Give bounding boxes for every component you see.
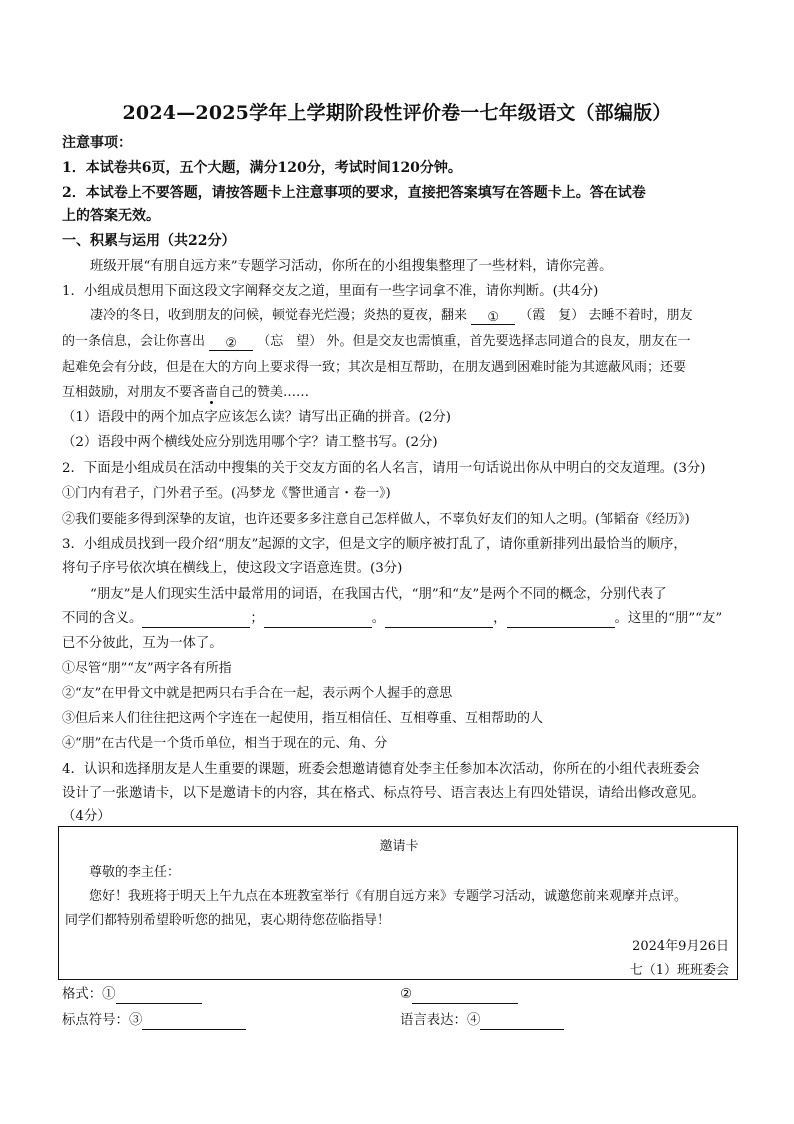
q1-para-line-3: 起难免会有分歧，但是在大的方向上要求得一致；其次是相互帮助，在朋友遇到困难时能为其遮蔽风雨；还要 bbox=[62, 360, 687, 375]
invitation-greeting: 尊敬的李主任： bbox=[89, 865, 181, 880]
q2-stem: 2．下面是小组成员在活动中搜集的关于交友方面的名人名言，请用一句话说出你从中明白的交友道理。(3分) bbox=[62, 461, 706, 476]
answer-row-2b bbox=[400, 1012, 736, 1030]
page-title: 2024—2025学年上学期阶段性评价卷一七年级语文（部编版） bbox=[122, 102, 672, 124]
q3-blank-3 bbox=[385, 612, 493, 628]
q3-option-4: ④“朋”在古代是一个货币单位，相当于现在的元、角、分 bbox=[62, 736, 388, 751]
q3-text: 不同的含义。 bbox=[62, 611, 143, 626]
q1-para-line-1 bbox=[90, 307, 736, 325]
q4-stem-score: （4分） bbox=[62, 809, 111, 824]
invitation-title: 邀请卡 bbox=[379, 839, 419, 854]
q3-sep: 。 bbox=[371, 611, 386, 626]
answer-format-label: 格式：① bbox=[62, 987, 116, 1002]
notice-item-2-cont: 上的答案无效。 bbox=[62, 208, 160, 224]
q3-blank-1 bbox=[142, 612, 250, 628]
q1-text: 的一条信息，会让你喜出 bbox=[62, 334, 206, 349]
q3-option-1: ①尽管“朋”“友”两字各有所指 bbox=[62, 661, 232, 676]
q3-option-2: ②“友”在甲骨文中就是把两只右手合在一起，表示两个人握手的意思 bbox=[62, 686, 453, 701]
q3-text: 。这里的“朋”“友” bbox=[614, 611, 723, 626]
invitation-body-1: 您好！我班将于明天上午九点在本班教室举行《有朋自远方来》专题学习活动，诚邀您前来观摩并点评。 bbox=[89, 889, 688, 904]
q1-para-line-4 bbox=[62, 384, 736, 402]
q3-sep: ； bbox=[250, 611, 264, 626]
q1-text: 自己的赞美…… bbox=[218, 385, 310, 400]
q1-para-line-2 bbox=[62, 333, 736, 351]
answer-blank-3 bbox=[142, 1014, 246, 1030]
q1-text: 互相鼓励，对朋友不要吝 bbox=[62, 385, 206, 400]
q3-blank-4 bbox=[507, 612, 615, 628]
answer-blank-4 bbox=[480, 1014, 564, 1030]
q3-para-2 bbox=[62, 610, 736, 628]
q3-blank-2 bbox=[264, 612, 372, 628]
q1-sub-2: （2）语段中两个横线处应分别选用哪个字？请工整书写。(2分) bbox=[62, 435, 438, 450]
answer-row-1b bbox=[400, 986, 736, 1004]
q1-option-1: （霞 复） bbox=[519, 308, 585, 323]
q1-dotted-char: 啬 bbox=[205, 385, 219, 400]
q4-stem-cont: 设计了一张邀请卡，以下是邀请卡的内容，其在格式、标点符号、语言表达上有四处错误，请给出修改意见。 bbox=[62, 786, 705, 801]
notice-item-2: 2．本试卷上不要答题，请按答题卡上注意事项的要求，直接把答案填写在答题卡上。答在试卷 bbox=[62, 185, 646, 201]
q1-option-2: （忘 望） bbox=[257, 334, 323, 349]
answer-punct-label: 标点符号：③ bbox=[62, 1013, 143, 1028]
answer-lang-label: 语言表达：④ bbox=[400, 1013, 481, 1028]
q3-para-1: “朋友”是人们现实生活中最常用的词语，在我国古代，“朋”和“友”是两个不同的概念，分别代表了 bbox=[90, 587, 667, 602]
q1-blank-2: ② bbox=[209, 335, 253, 351]
q1-blank-1: ① bbox=[471, 309, 515, 325]
q4-stem: 4．认识和选择朋友是人生重要的课题，班委会想邀请德育处李主任参加本次活动，你所在的小组代表班委会 bbox=[62, 762, 700, 777]
q3-para-3: 已不分彼此，互为一体了。 bbox=[62, 636, 223, 651]
q2-quote-2: ②我们要能多得到深挚的友谊，也许还要多多注意自己怎样做人，不辜负好友们的知人之明。(邹韬奋《经历》) bbox=[62, 512, 690, 527]
q1-text: 外。但是交友也需慎重，首先要选择志同道合的良友，朋友在一 bbox=[326, 334, 691, 349]
invitation-body-2: 同学们都特别希望聆听您的拙见，衷心期待您莅临指导！ bbox=[65, 913, 391, 928]
section-intro: 班级开展“有朋自远方来”专题学习活动，你所在的小组搜集整理了一些材料，请你完善。 bbox=[90, 259, 613, 274]
q3-stem: 3．小组成员找到一段介绍“朋友”起源的文字，但是文字的顺序被打乱了，请你重新排列出最恰当的顺序， bbox=[62, 537, 687, 552]
answer-2-label: ② bbox=[400, 987, 413, 1002]
q1-stem: 1．小组成员想用下面这段文字阐释交友之道，里面有一些字词拿不准，请你判断。(共4分) bbox=[62, 284, 599, 299]
q3-option-3: ③但后来人们往往把这两个字连在一起使用，指互相信任、互相尊重、互相帮助的人 bbox=[62, 711, 544, 726]
answer-blank-1 bbox=[116, 988, 202, 1004]
notice-heading: 注意事项： bbox=[62, 135, 132, 151]
q3-stem-cont: 将句子序号依次填在横线上，使这段文字语意连贯。(3分) bbox=[62, 561, 403, 576]
invitation-date: 2024年9月26日 bbox=[632, 939, 729, 954]
section-heading: 一、积累与运用（共22分） bbox=[62, 233, 236, 249]
invitation-signer: 七（1）班班委会 bbox=[629, 963, 729, 978]
q2-quote-1: ①门内有君子，门外君子至。(冯梦龙《警世通言・卷一》) bbox=[62, 486, 391, 501]
q1-text: 凄冷的冬日，收到朋友的问候，顿觉春光烂漫；炎热的夏夜，翻来 bbox=[90, 308, 468, 323]
notice-item-1: 1．本试卷共6页，五个大题，满分120分，考试时间120分钟。 bbox=[62, 160, 462, 176]
q1-text: 去睡不着时，朋友 bbox=[588, 308, 693, 323]
answer-blank-2 bbox=[412, 988, 518, 1004]
q3-sep: ， bbox=[493, 611, 507, 626]
invitation-card bbox=[58, 826, 738, 980]
q1-sub-1: （1）语段中的两个加点字应该怎么读？请写出正确的拼音。(2分) bbox=[62, 410, 452, 425]
